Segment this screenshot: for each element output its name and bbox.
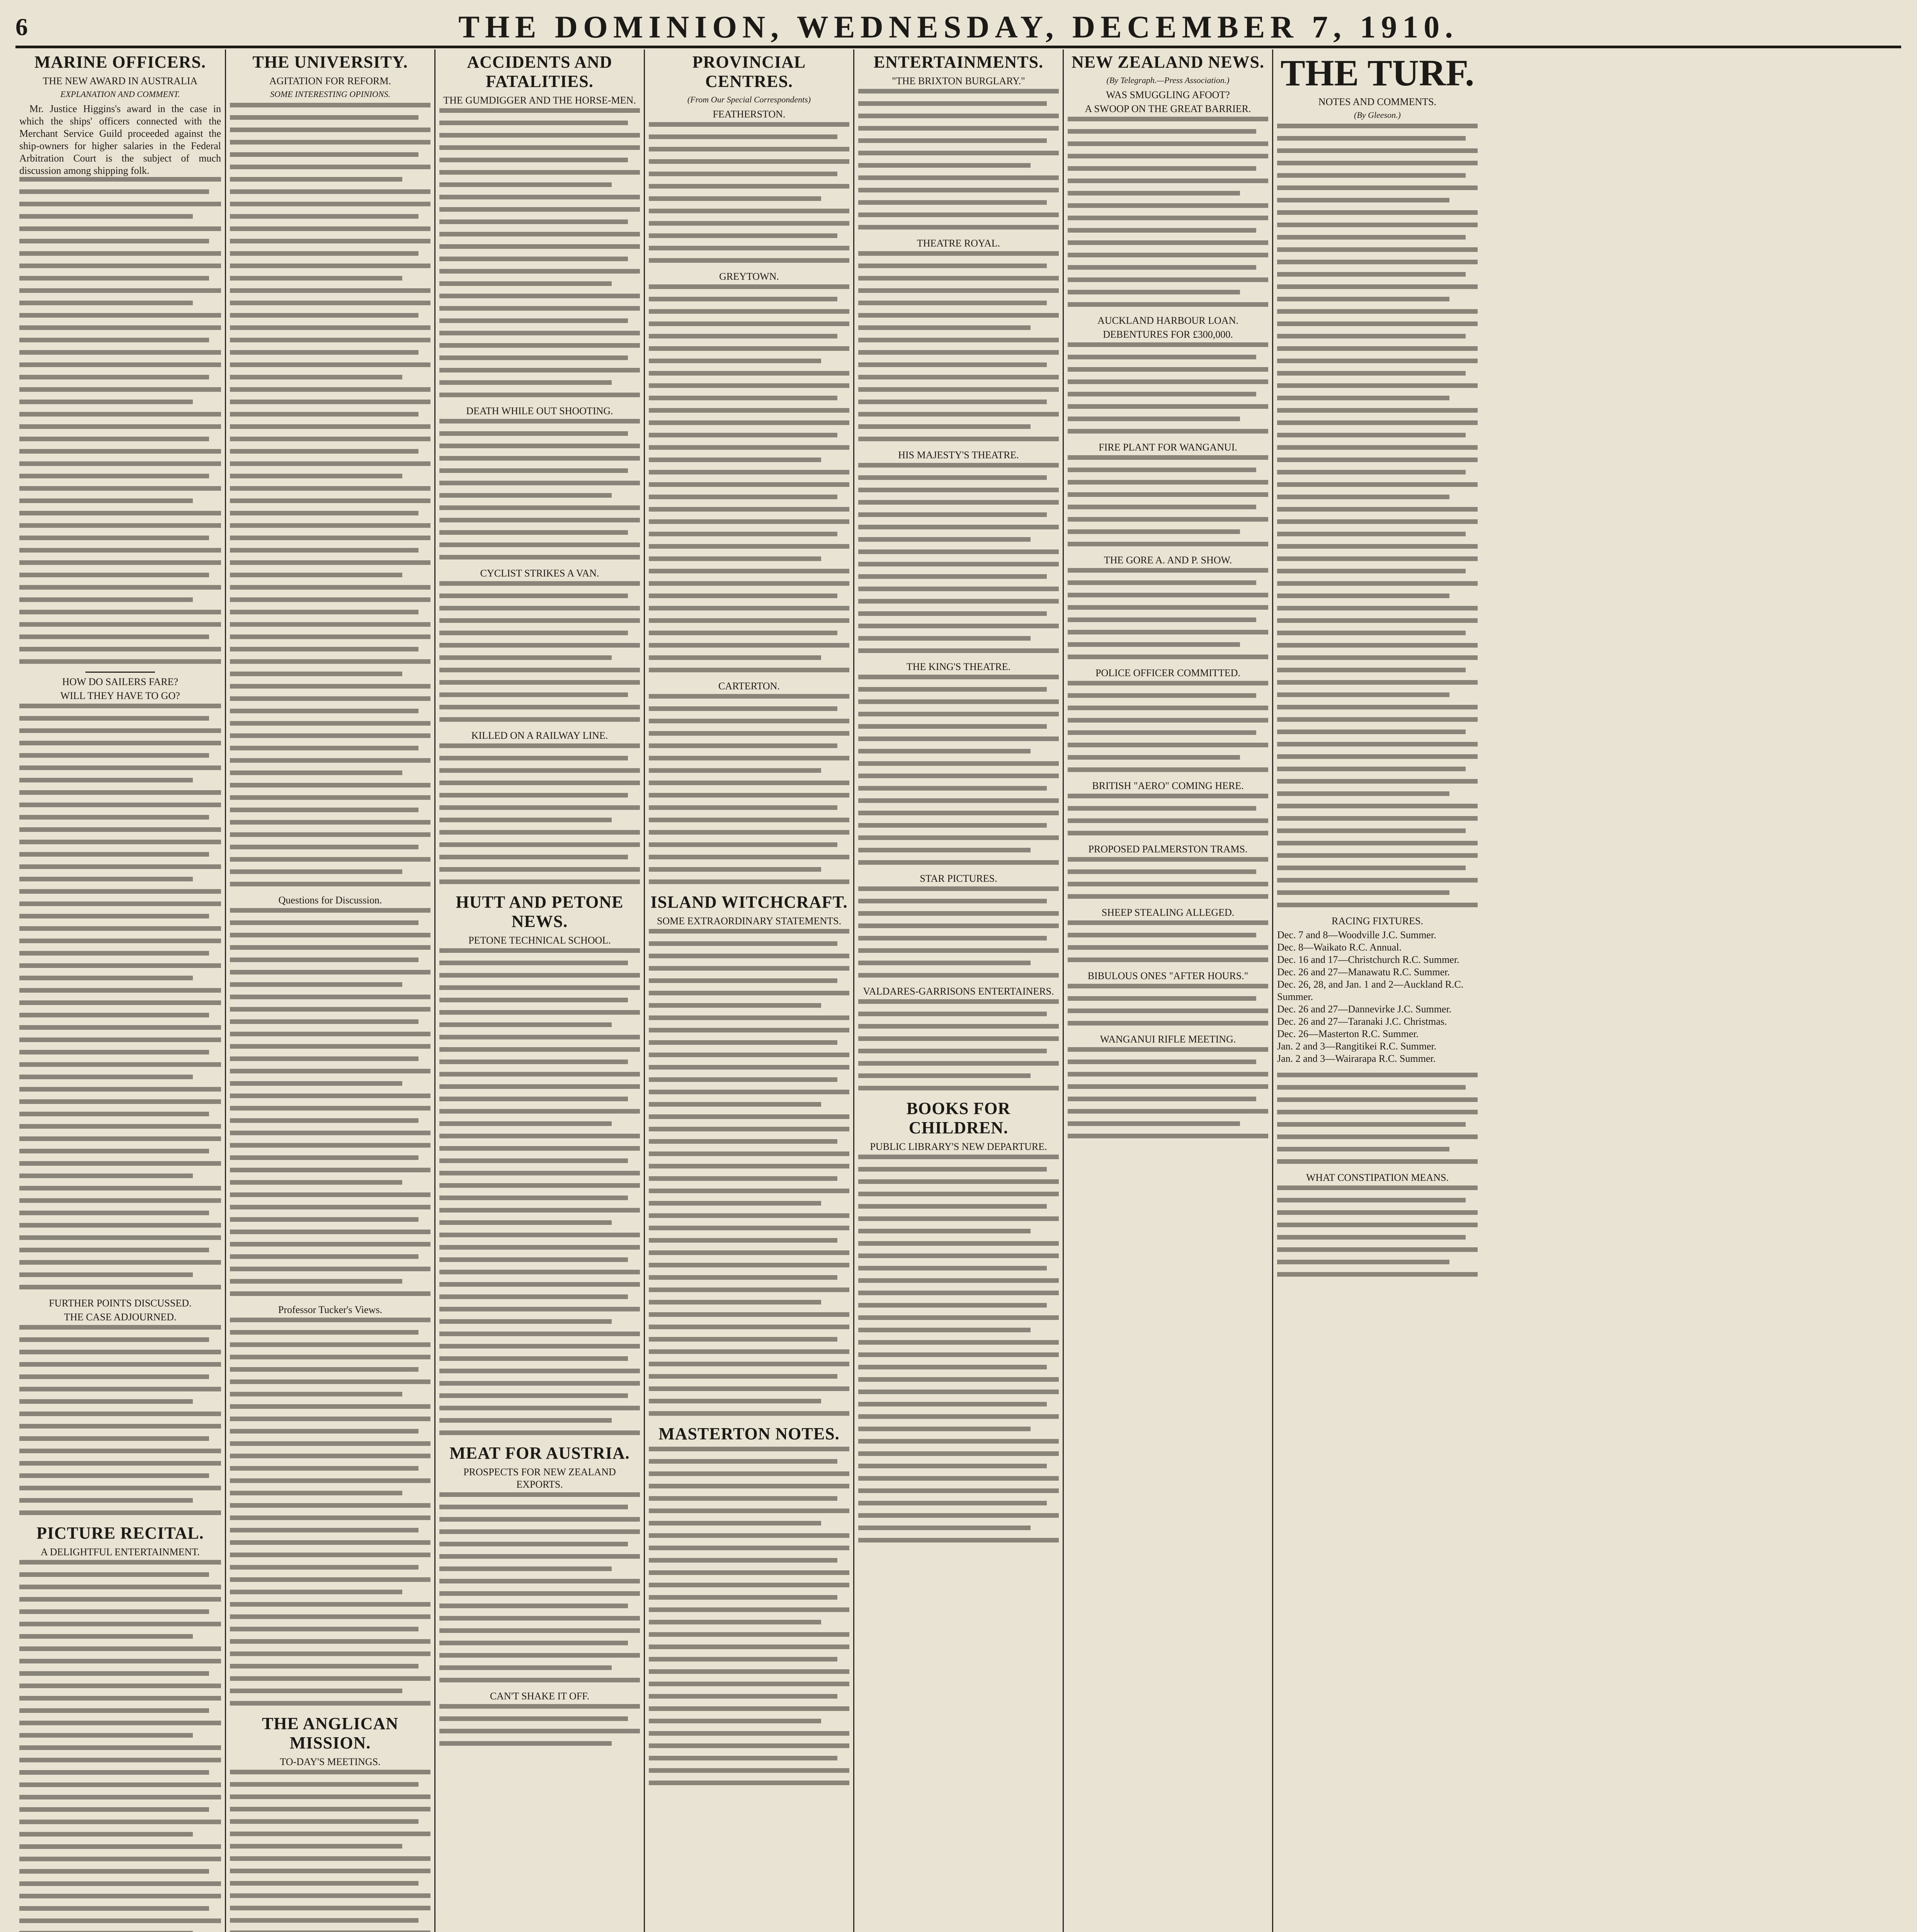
section-heading: SHEEP STEALING ALLEGED. [1101, 907, 1235, 918]
fixtures-list [1277, 929, 1478, 1065]
subheading: THE NEW AWARD IN AUSTRALIA [43, 75, 198, 87]
column-6 [1063, 49, 1272, 1932]
headline: THE ANGLICAN MISSION. [262, 1714, 399, 1752]
story-hutt-petone [439, 893, 640, 1435]
body-text [1277, 1185, 1478, 1277]
body-text [858, 886, 1059, 978]
body-text [1277, 124, 1478, 907]
column-3 [434, 49, 644, 1932]
subheading: SOME EXTRAORDINARY STATEMENTS. [657, 915, 842, 927]
story-anglican-mission [230, 1714, 430, 1932]
list-item: Dec. 26, 28, and Jan. 1 and 2—Auckland R.C. Summer. [1277, 979, 1464, 1002]
masthead [15, 9, 1901, 48]
article-body [19, 103, 221, 177]
body-text [1068, 455, 1268, 546]
column-4 [644, 49, 853, 1932]
article-lead: Mr. Justice Higgins's award in the case in which the ships' officers connected with the Merchant Service Guild proceeded against the ship-owners for higher salaries in the Federal Arbitration Court is the subject of much discussion among shipping folk. [19, 103, 221, 176]
body-text [858, 251, 1059, 441]
section-heading: CARTERTON. [718, 680, 780, 692]
section-heading: WAS SMUGGLING AFOOT? [1106, 89, 1230, 100]
section-heading: STAR PICTURES. [920, 873, 997, 884]
column-2 [225, 49, 434, 1932]
section-heading: HOW DO SAILERS FARE? [62, 676, 179, 687]
page-number: 6 [15, 13, 28, 41]
headline: MASTERTON NOTES. [658, 1424, 840, 1443]
section-heading: CAN'T SHAKE IT OFF. [490, 1690, 590, 1702]
body-text [19, 1325, 221, 1515]
subheading: AGITATION FOR REFORM. [269, 75, 391, 87]
section-heading: THE GORE A. AND P. SHOW. [1104, 554, 1232, 566]
subheading: TO-DAY'S MEETINGS. [280, 1756, 381, 1767]
section-heading: PROPOSED PALMERSTON TRAMS. [1088, 844, 1248, 855]
subheading: PUBLIC LIBRARY'S NEW DEPARTURE. [870, 1141, 1047, 1152]
headline: PICTURE RECITAL. [36, 1524, 204, 1543]
section-heading: DEATH WHILE OUT SHOOTING. [466, 405, 613, 417]
headline: BOOKS FOR CHILDREN. [906, 1099, 1011, 1137]
subheading: A DELIGHTFUL ENTERTAINMENT. [41, 1546, 200, 1558]
story-masterton-notes [649, 1424, 849, 1785]
body-text [649, 122, 849, 263]
body-text [439, 1704, 640, 1746]
section-heading: POLICE OFFICER COMMITTED. [1095, 667, 1240, 679]
body-text [1068, 681, 1268, 772]
body-text [1068, 568, 1268, 659]
body-text [230, 908, 430, 1296]
list-item: Dec. 8—Waikato R.C. Annual. [1277, 942, 1402, 953]
headline: THE TURF. [1280, 52, 1475, 94]
section-heading: Questions for Discussion. [278, 895, 382, 906]
list-item: Dec. 26—Masterton R.C. Summer. [1277, 1028, 1419, 1039]
story-picture-recital [19, 1524, 221, 1932]
section-heading: RACING FIXTURES. [1332, 915, 1423, 927]
headline: ENTERTAINMENTS. [873, 53, 1044, 71]
section-heading: WHAT CONSTIPATION MEANS. [1306, 1172, 1449, 1183]
body-text [439, 581, 640, 722]
body-text [649, 284, 849, 672]
body-text [230, 103, 430, 886]
section-heading: Professor Tucker's Views. [278, 1304, 383, 1315]
body-text [1068, 1047, 1268, 1138]
story-new-zealand-news [1068, 53, 1268, 1138]
body-text [230, 1318, 430, 1706]
column-5 [853, 49, 1063, 1932]
section-heading: THE KING'S THEATRE. [906, 661, 1011, 672]
story-entertainments [858, 53, 1059, 1090]
headline: HUTT AND PETONE NEWS. [456, 893, 624, 931]
story-accidents [439, 53, 640, 884]
section-heading: KILLED ON A RAILWAY LINE. [471, 730, 608, 741]
list-item: Dec. 26 and 27—Dannevirke J.C. Summer. [1277, 1003, 1452, 1015]
section-heading: WANGANUI RIFLE MEETING. [1100, 1034, 1236, 1045]
subheading: PROSPECTS FOR NEW ZEALAND EXPORTS. [463, 1466, 616, 1490]
body-text [19, 1560, 221, 1932]
body-text [19, 704, 221, 1289]
body-text [1068, 857, 1268, 899]
deck: SOME INTERESTING OPINIONS. [270, 89, 391, 99]
body-text [858, 89, 1059, 230]
story-university [230, 53, 430, 1706]
column-1 [15, 49, 225, 1932]
body-text [649, 694, 849, 884]
newspaper-title: THE DOMINION, WEDNESDAY, DECEMBER 7, 1910. [458, 9, 1458, 44]
story-marine-officers [19, 53, 221, 1515]
headline: THE UNIVERSITY. [252, 53, 408, 71]
body-text [1068, 342, 1268, 434]
list-item: Dec. 7 and 8—Woodville J.C. Summer. [1277, 929, 1436, 940]
section-heading: WILL THEY HAVE TO GO? [60, 690, 180, 701]
body-text [439, 1492, 640, 1682]
subheading: THE GUMDIGGER AND THE HORSE-MEN. [443, 95, 636, 106]
headline: ACCIDENTS AND FATALITIES. [467, 53, 612, 91]
body-text [649, 929, 849, 1416]
section-heading: A SWOOP ON THE GREAT BARRIER. [1085, 103, 1251, 114]
list-item: Dec. 26 and 27—Manawatu R.C. Summer. [1277, 966, 1450, 978]
body-text [1068, 794, 1268, 835]
headline: NEW ZEALAND NEWS. [1071, 53, 1265, 71]
deck: (By Telegraph.—Press Association.) [1106, 75, 1230, 85]
list-item: Dec. 16 and 17—Christchurch R.C. Summer. [1277, 954, 1459, 965]
section-heading: "THE BRIXTON BURGLARY." [892, 75, 1025, 87]
headline: MARINE OFFICERS. [34, 53, 206, 71]
section-heading: AUCKLAND HARBOUR LOAN. [1097, 315, 1238, 326]
list-item: Dec. 26 and 27—Taranaki J.C. Christmas. [1277, 1016, 1447, 1027]
section-heading: FIRE PLANT FOR WANGANUI. [1099, 442, 1237, 453]
list-item: Jan. 2 and 3—Rangitikei R.C. Summer. [1277, 1041, 1437, 1052]
section-heading: DEBENTURES FOR £300,000. [1103, 329, 1233, 340]
body-text [858, 463, 1059, 653]
list-item: Jan. 2 and 3—Wairarapa R.C. Summer. [1277, 1053, 1436, 1064]
body-text [649, 1447, 849, 1785]
story-books-for-children [858, 1099, 1059, 1543]
story-meat-for-austria [439, 1444, 640, 1746]
column-7 [1272, 49, 1482, 1932]
headline: ISLAND WITCHCRAFT. [650, 893, 848, 912]
deck: EXPLANATION AND COMMENT. [60, 89, 180, 99]
body-text [858, 1155, 1059, 1543]
body-text [1068, 984, 1268, 1026]
section-heading: THEATRE ROYAL. [917, 238, 1000, 249]
section-heading: VALDARES-GARRISONS ENTERTAINERS. [863, 986, 1054, 997]
body-text [230, 1770, 430, 1932]
body-text [1068, 920, 1268, 962]
subheading: NOTES AND COMMENTS. [1318, 96, 1437, 107]
story-island-witchcraft [649, 893, 849, 1416]
section-heading: CYCLIST STRIKES A VAN. [480, 568, 599, 579]
section-heading: BRITISH "AERO" COMING HERE. [1092, 780, 1244, 791]
body-text [858, 999, 1059, 1090]
section-heading: HIS MAJESTY'S THEATRE. [898, 449, 1019, 461]
body-text [1068, 117, 1268, 307]
body-text [439, 419, 640, 560]
story-the-turf [1277, 52, 1478, 1277]
headline: MEAT FOR AUSTRIA. [449, 1444, 630, 1463]
section-heading: FURTHER POINTS DISCUSSED. [49, 1298, 192, 1309]
headline: PROVINCIAL CENTRES. [692, 53, 806, 91]
section-heading: FEATHERSTON. [713, 109, 786, 120]
columns [15, 49, 1901, 1932]
story-provincial-centres [649, 53, 849, 884]
body-text [439, 948, 640, 1435]
section-heading: THE CASE ADJOURNED. [64, 1311, 177, 1323]
body-text [439, 108, 640, 397]
body-text [858, 675, 1059, 865]
section-heading: GREYTOWN. [719, 271, 779, 282]
body-text [1277, 1073, 1478, 1164]
deck: (From Our Special Correspondents) [687, 95, 811, 104]
section-heading: BIBULOUS ONES "AFTER HOURS." [1087, 970, 1249, 981]
byline: (By Gleeson.) [1354, 110, 1401, 120]
subheading: PETONE TECHNICAL SCHOOL. [468, 935, 611, 946]
body-text [439, 743, 640, 884]
body-text [19, 177, 221, 664]
